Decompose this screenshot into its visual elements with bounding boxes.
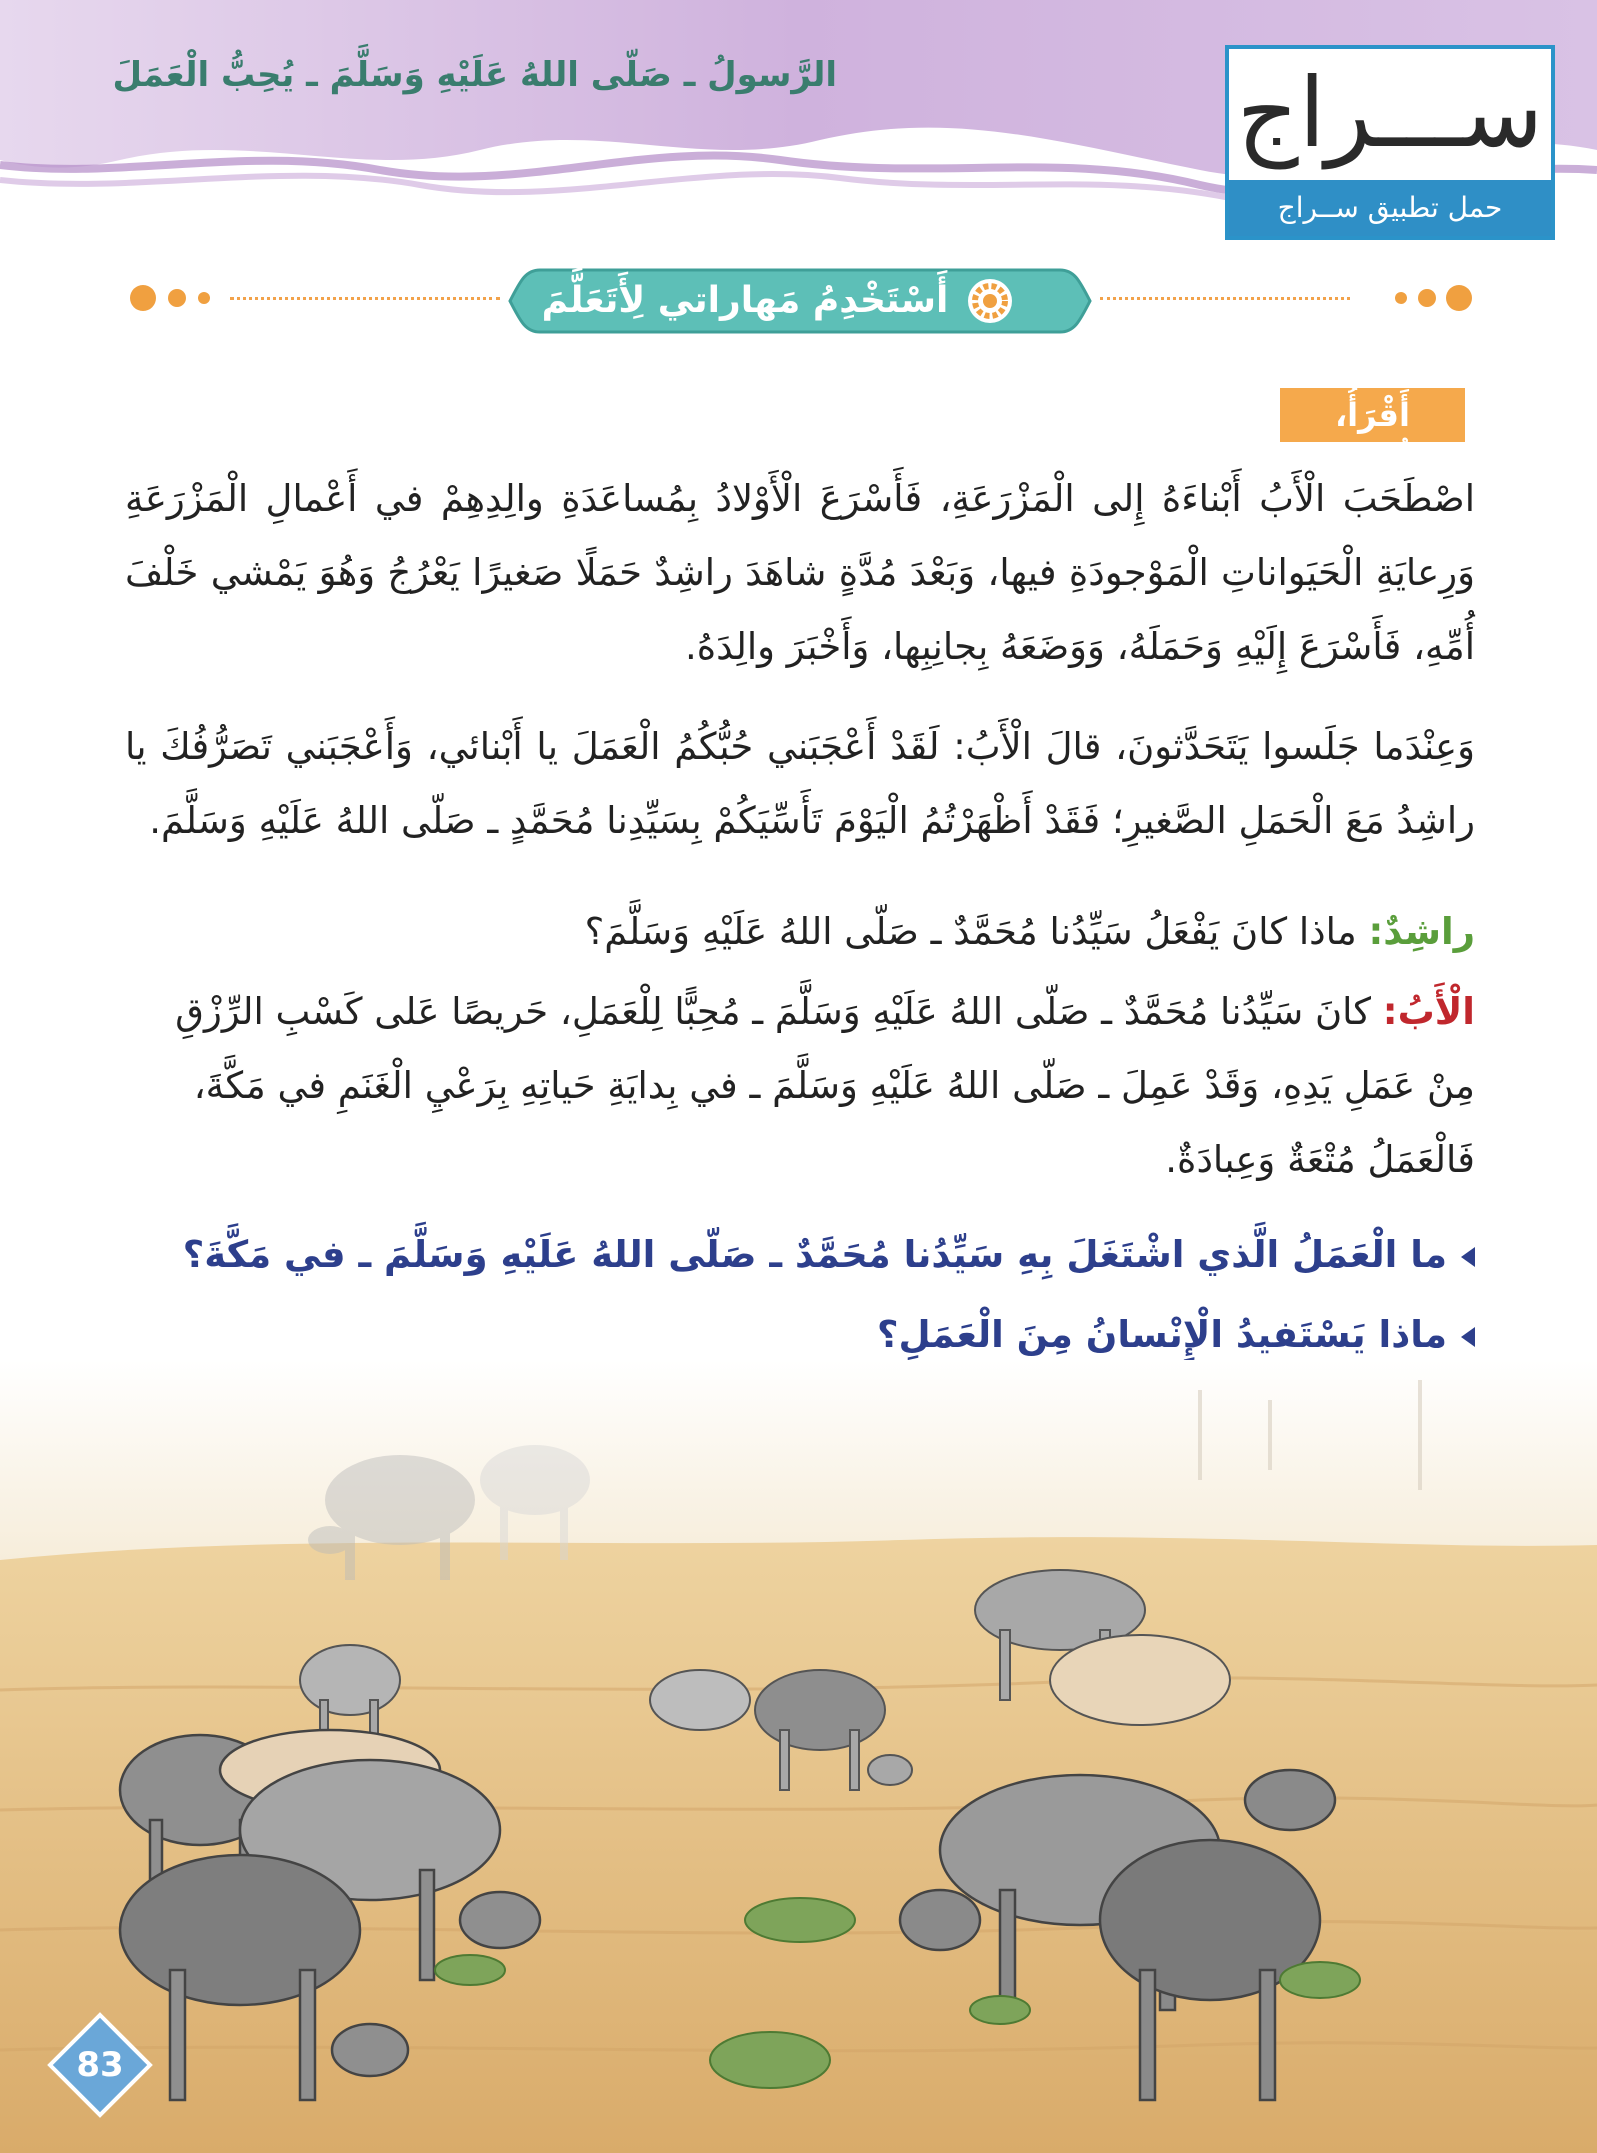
question-1-text: ما الْعَمَلُ الَّذي اشْتَغَلَ بِهِ سَيِّدُنا مُحَمَّدٌ ـ صَلّى اللهُ عَلَيْهِ وَسَلَّمَ ـ في مَكَّةَ؟ <box>182 1233 1447 1276</box>
story-paragraph-1: اصْطَحَبَ الْأَبُ أَبْناءَهُ إِلى الْمَزْرَعَةِ، فَأَسْرَعَ الْأَوْلادُ بِمُساعَدَةِ والِدِهِمْ في أَعْمالِ الْمَزْرَعَةِ وَرِعايَةِ الْحَيَواناتِ الْمَوْجودَةِ فيها، وَبَعْدَ مُدَّةٍ شاهَدَ راشِدٌ حَمَلًا صَغيرًا يَعْرُجُ وَهُوَ يَمْشي خَلْفَ أُمِّهِ، فَأَسْرَعَ إِلَيْهِ وَحَمَلَهُ، وَوَضَعَهُ بِجانِبِها، وَأَخْبَرَ والِدَهُ. <box>125 477 1475 668</box>
chapter-title: الرَّسولُ ـ صَلّى اللهُ عَلَيْهِ وَسَلَّمَ ـ يُحِبُّ الْعَمَلَ <box>112 55 837 95</box>
story-paragraph-2: وَعِنْدَما جَلَسوا يَتَحَدَّثونَ، قالَ الْأَبُ: لَقَدْ أَعْجَبَني حُبُّكُمُ الْعَمَلَ يا أَبْنائي، وَأَعْجَبَني تَصَرُّفُكَ يا راشِدُ مَعَ الْحَمَلِ الصَّغيرِ؛ فَقَدْ أَظْهَرْتُمُ الْيَوْمَ تَأَسِّيَكُمْ بِسَيِّدِنا مُحَمَّدٍ ـ صَلّى اللهُ عَلَيْهِ وَسَلَّمَ. <box>125 725 1475 842</box>
page-number: 83 <box>76 2045 124 2085</box>
read-and-answer-label: أَقْرَأُ، وَأُجيبُ: <box>1280 388 1465 442</box>
bullet-icon <box>1461 1247 1475 1267</box>
decor-dot <box>130 285 156 311</box>
dotted-divider-left <box>230 297 500 300</box>
question-2-text: ماذا يَسْتَفيدُ الْإِنْسانُ مِنَ الْعَمَلِ؟ <box>877 1313 1447 1356</box>
son-question-text: ماذا كانَ يَفْعَلُ سَيِّدُنا مُحَمَّدٌ ـ صَلّى اللهُ عَلَيْهِ وَسَلَّمَ؟ <box>584 910 1357 953</box>
dialog-line-father <box>125 975 1475 1197</box>
father-answer-text: كانَ سَيِّدُنا مُحَمَّدٌ ـ صَلّى اللهُ عَلَيْهِ وَسَلَّمَ ـ مُحِبًّا لِلْعَمَلِ، حَريصًا عَلى كَسْبِ الرِّزْقِ مِنْ عَمَلِ يَدِهِ، وَقَدْ عَمِلَ ـ صَلّى اللهُ عَلَيْهِ وَسَلَّمَ ـ في بِدايَةِ حَياتِهِ بِرَعْيِ الْغَنَمِ في مَكَّةَ، فَالْعَمَلُ مُتْعَةٌ وَعِبادَةٌ. <box>175 990 1475 1181</box>
decor-dot <box>1418 289 1436 307</box>
goats-illustration <box>0 1360 1597 2153</box>
siraj-app-logo[interactable] <box>1225 45 1555 240</box>
decor-dot <box>168 289 186 307</box>
dotted-divider-right <box>1100 297 1350 300</box>
bullet-icon <box>1461 1327 1475 1347</box>
question-1 <box>125 1225 1475 1285</box>
decor-dot <box>198 292 210 304</box>
decor-dot <box>1446 285 1472 311</box>
speaker-father: الْأَبُ: <box>1382 990 1475 1033</box>
section-banner-title: أَسْتَخْدِمُ مَهاراتي لِأَتَعَلَّمَ <box>541 280 949 321</box>
siraj-logo-word: ســـراج <box>1236 57 1544 169</box>
question-2 <box>125 1305 1475 1365</box>
siraj-download-strip: حمل تطبيق ســراج <box>1229 180 1551 236</box>
speaker-rashid: راشِدٌ: <box>1368 910 1475 953</box>
decor-dot <box>1395 292 1407 304</box>
dialog-line-son <box>125 895 1475 969</box>
